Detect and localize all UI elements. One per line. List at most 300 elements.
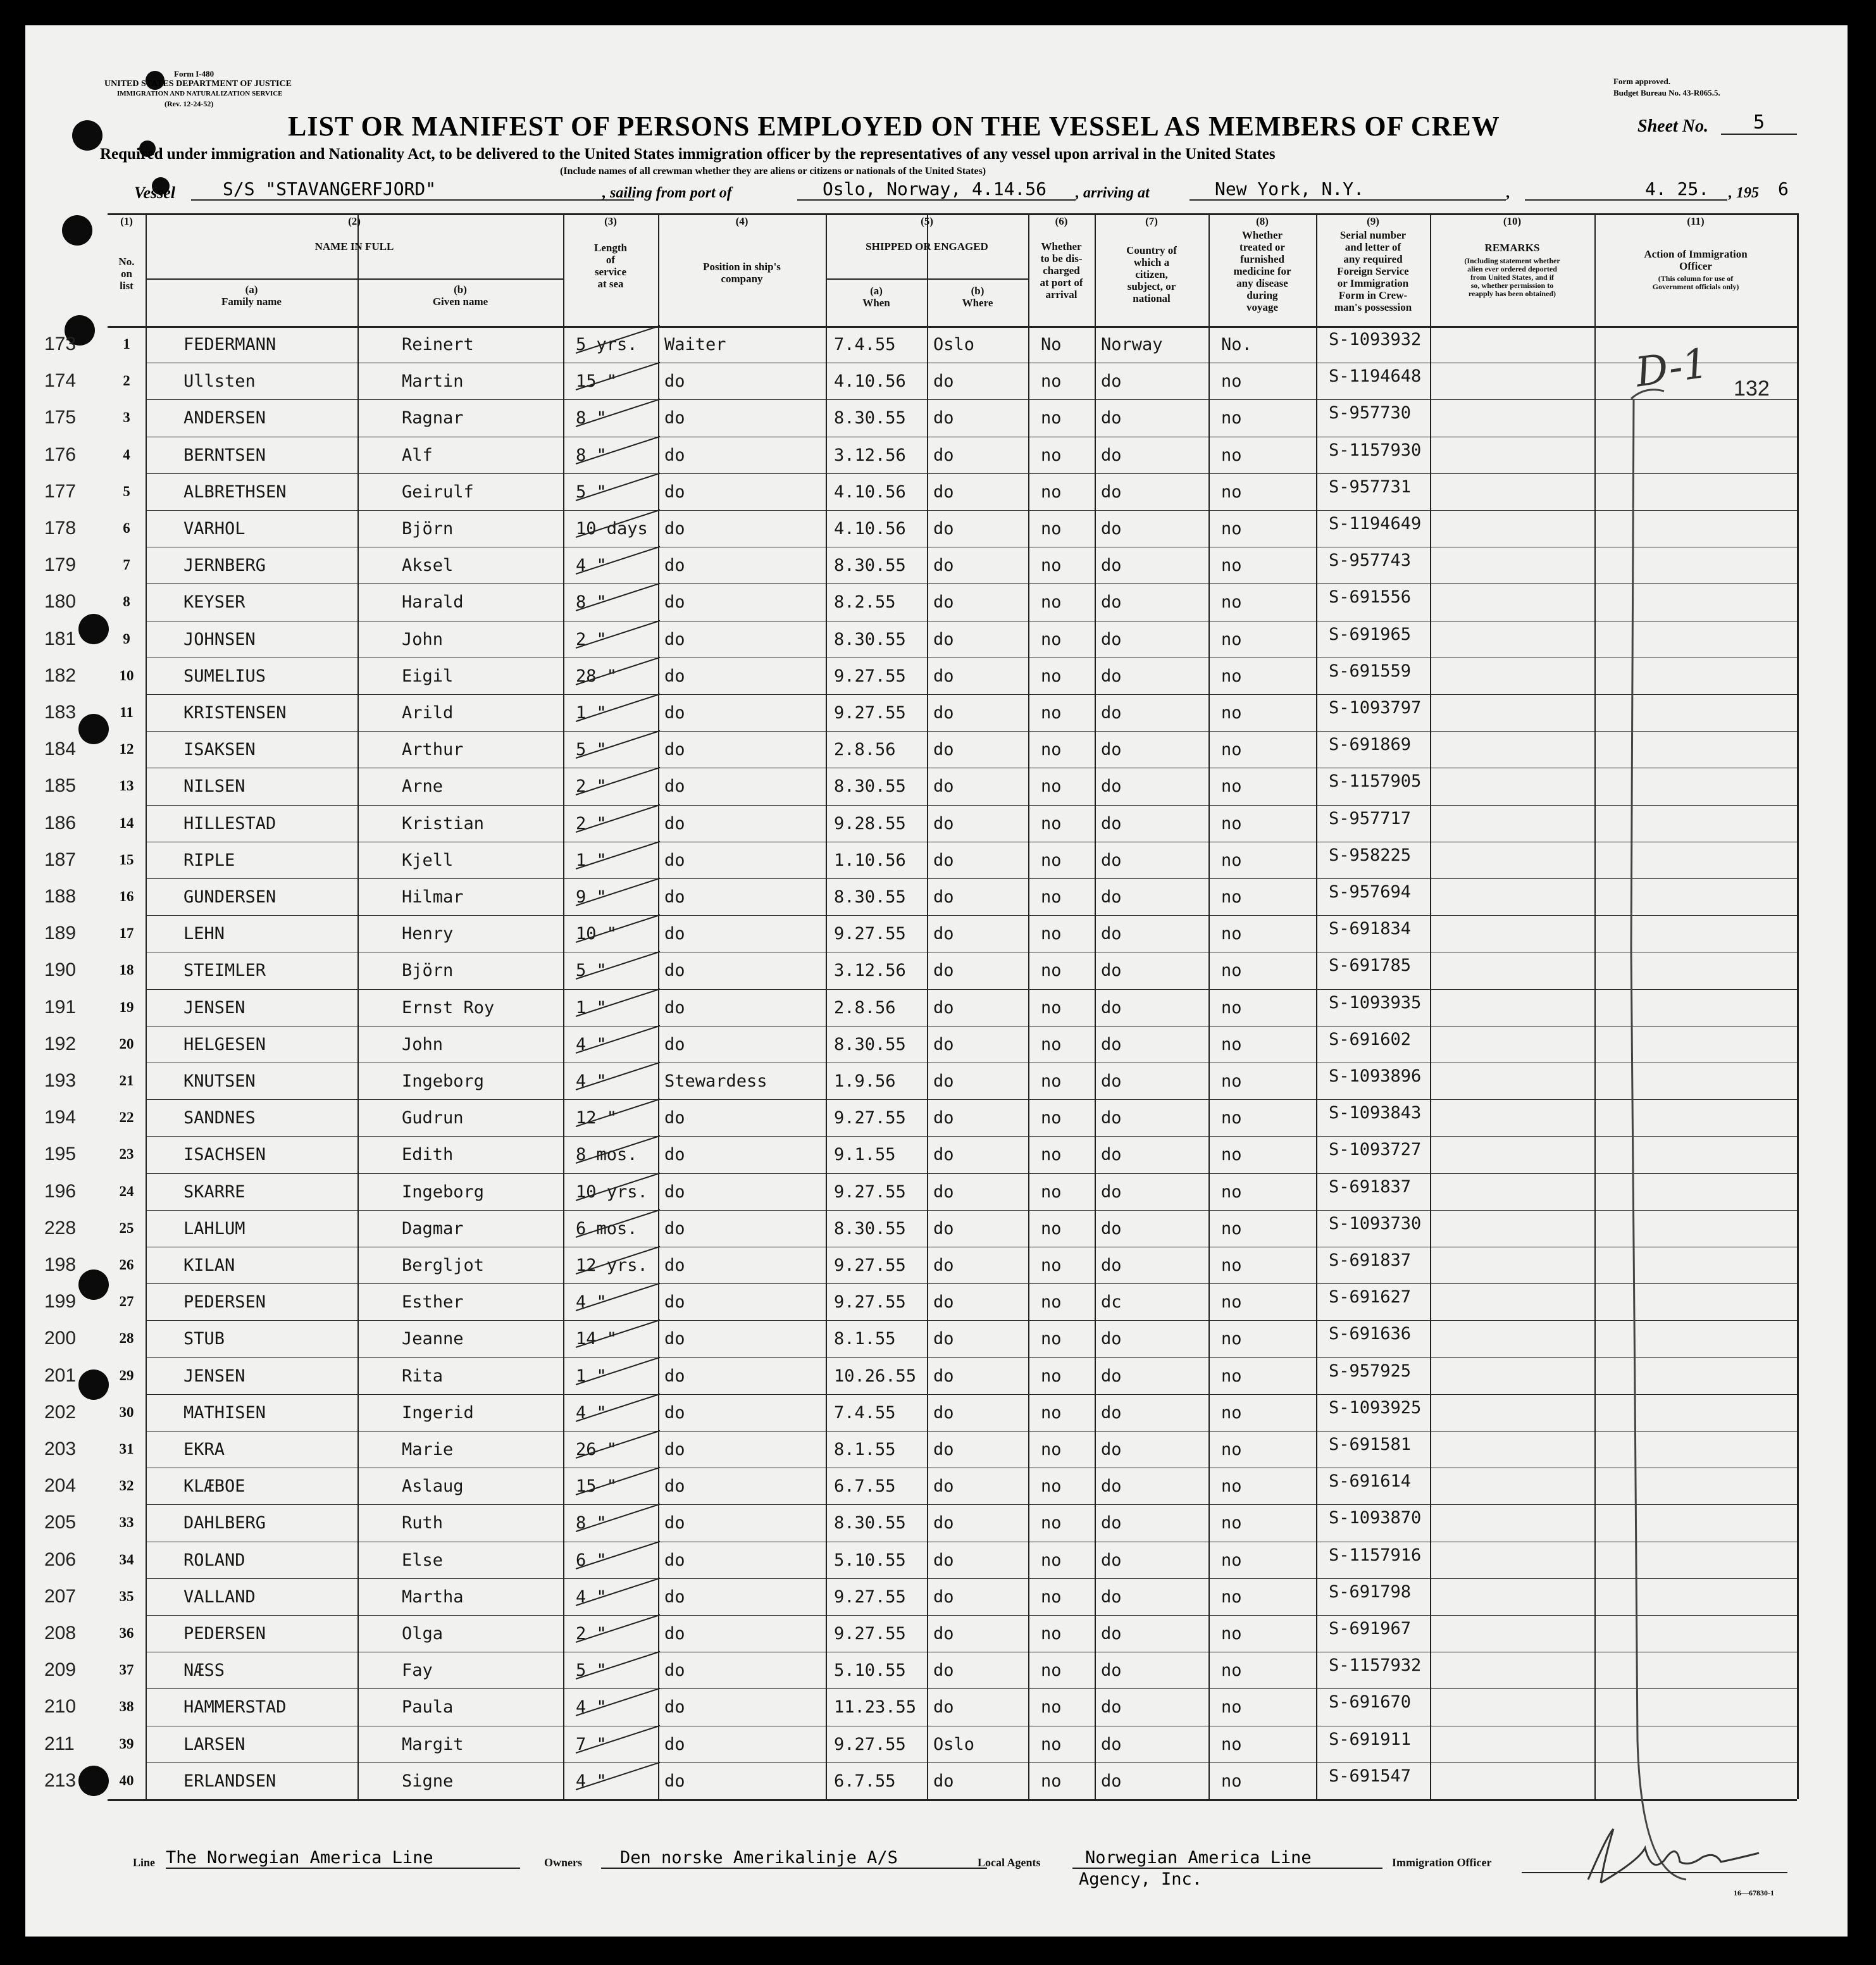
cell-serial: S-691556 bbox=[1329, 587, 1412, 608]
cell-where: do bbox=[933, 1771, 954, 1791]
cell-family: ALBRETHSEN bbox=[183, 482, 287, 502]
table-hline bbox=[146, 805, 1797, 806]
cell-serial: S-957925 bbox=[1329, 1361, 1412, 1381]
cell-medicine: no bbox=[1221, 1661, 1242, 1681]
row-number: 37 bbox=[119, 1662, 134, 1678]
cell-family: NILSEN bbox=[183, 777, 245, 797]
cell-position: do bbox=[664, 777, 685, 797]
cell-when: 8.30.55 bbox=[834, 1513, 906, 1533]
cell-position: Waiter bbox=[664, 335, 726, 354]
cell-medicine: no bbox=[1221, 1366, 1242, 1386]
row-number: 28 bbox=[119, 1330, 134, 1347]
header-col2-num: (2) bbox=[348, 215, 361, 227]
table-hline bbox=[146, 1357, 1797, 1358]
table-hline bbox=[146, 1578, 1797, 1579]
cell-discharged: no bbox=[1041, 666, 1062, 686]
cell-discharged: no bbox=[1041, 1108, 1062, 1128]
cell-where: do bbox=[933, 850, 954, 870]
cell-when: 6.7.55 bbox=[834, 1771, 896, 1791]
cell-family: JOHNSEN bbox=[183, 629, 256, 649]
left-margin-number: 211 bbox=[44, 1733, 75, 1754]
cell-medicine: no bbox=[1221, 1108, 1242, 1128]
cell-serial: S-691602 bbox=[1329, 1029, 1412, 1049]
table-hline bbox=[108, 1799, 1797, 1801]
cell-country: do bbox=[1101, 445, 1122, 465]
cell-country: do bbox=[1101, 1771, 1122, 1791]
left-margin-number: 200 bbox=[44, 1328, 77, 1349]
document-title: LIST OR MANIFEST OF PERSONS EMPLOYED ON THE VESSEL AS MEMBERS OF CREW bbox=[288, 111, 1500, 142]
cell-country: do bbox=[1101, 1734, 1122, 1754]
cell-serial: S-1093843 bbox=[1329, 1103, 1422, 1123]
cell-where: do bbox=[933, 666, 954, 686]
header-col8-label: Whether treated or furnished medicine for any disease during voyage bbox=[1233, 229, 1291, 313]
cell-discharged: no bbox=[1041, 1402, 1062, 1423]
cell-where: do bbox=[933, 445, 954, 465]
cell-where: do bbox=[933, 740, 954, 760]
cell-given: Kjell bbox=[402, 850, 454, 870]
cell-family: ROLAND bbox=[183, 1550, 245, 1570]
punch-hole bbox=[78, 714, 109, 744]
year-digit: 6 bbox=[1778, 178, 1789, 199]
left-margin-number: 205 bbox=[44, 1512, 77, 1533]
table-hline bbox=[146, 989, 1797, 990]
cell-medicine: no bbox=[1221, 519, 1242, 539]
cell-length: 8 " bbox=[576, 408, 607, 428]
cell-family: Ullsten bbox=[183, 371, 256, 392]
cell-position: do bbox=[664, 1145, 685, 1165]
cell-position: do bbox=[664, 408, 685, 428]
cell-medicine: no bbox=[1221, 445, 1242, 465]
cell-serial: S-691837 bbox=[1329, 1251, 1412, 1270]
cell-position: do bbox=[664, 1402, 685, 1423]
cell-country: do bbox=[1101, 961, 1122, 981]
header-col4-label: Position in ship's company bbox=[703, 261, 781, 285]
cell-family: BERNTSEN bbox=[183, 445, 266, 465]
cell-when: 8.1.55 bbox=[834, 1440, 896, 1459]
cell-where: do bbox=[933, 1108, 954, 1128]
cell-country: do bbox=[1101, 1256, 1122, 1275]
cell-position: do bbox=[664, 1513, 685, 1533]
cell-country: do bbox=[1101, 924, 1122, 944]
cell-serial: S-1093727 bbox=[1329, 1140, 1422, 1160]
cell-country: do bbox=[1101, 482, 1122, 502]
header-col5-num: (5) bbox=[921, 215, 933, 227]
cell-family: SKARRE bbox=[183, 1182, 245, 1202]
approval-note: Form approved. bbox=[1613, 77, 1671, 86]
cell-discharged: no bbox=[1041, 629, 1062, 649]
cell-given: Ingeborg bbox=[402, 1071, 485, 1091]
cell-where: do bbox=[933, 1476, 954, 1497]
cell-country: do bbox=[1101, 1661, 1122, 1681]
cell-given: Signe bbox=[402, 1771, 454, 1791]
cell-length: 2 " bbox=[576, 629, 607, 649]
cell-serial: S-1093925 bbox=[1329, 1397, 1422, 1418]
cell-position: do bbox=[664, 1624, 685, 1644]
cell-length: 4 " bbox=[576, 1587, 607, 1607]
cell-country: do bbox=[1101, 1145, 1122, 1165]
header-col10-label: REMARKS bbox=[1484, 242, 1540, 254]
cell-when: 8.30.55 bbox=[834, 887, 906, 907]
cell-where: do bbox=[933, 519, 954, 539]
cell-serial: S-691614 bbox=[1329, 1471, 1412, 1492]
cell-discharged: no bbox=[1041, 592, 1062, 613]
cell-given: Ruth bbox=[402, 1513, 444, 1533]
cell-when: 4.10.56 bbox=[834, 371, 906, 392]
cell-given: Aslaug bbox=[402, 1476, 464, 1497]
cell-medicine: no bbox=[1221, 1292, 1242, 1313]
header-col11-num: (11) bbox=[1687, 215, 1705, 227]
cell-country: do bbox=[1101, 997, 1122, 1018]
cell-where: do bbox=[933, 1329, 954, 1349]
cell-where: do bbox=[933, 371, 954, 392]
left-margin-number: 203 bbox=[44, 1438, 77, 1459]
cell-position: do bbox=[664, 629, 685, 649]
document-subtitle: Required under immigration and Nationality Act, to be delivered to the United States immigration officer by the representatives of any vessel upon arrival in the United States bbox=[100, 146, 1276, 163]
table-hline bbox=[146, 1320, 1797, 1321]
cell-country: do bbox=[1101, 556, 1122, 576]
cell-given: Gudrun bbox=[402, 1108, 464, 1128]
cell-medicine: no bbox=[1221, 1771, 1242, 1791]
cell-when: 9.28.55 bbox=[834, 813, 906, 833]
local-agents-label: Local Agents bbox=[978, 1856, 1041, 1869]
cell-where: do bbox=[933, 1550, 954, 1570]
cell-given: Geirulf bbox=[402, 482, 474, 502]
cell-discharged: no bbox=[1041, 1292, 1062, 1313]
row-number: 14 bbox=[119, 814, 134, 831]
cell-country: do bbox=[1101, 887, 1122, 907]
cell-given: Ragnar bbox=[402, 408, 464, 428]
cell-serial: S-957730 bbox=[1329, 403, 1412, 423]
cell-where: do bbox=[933, 1034, 954, 1054]
cell-medicine: no bbox=[1221, 1145, 1242, 1165]
left-margin-number: 190 bbox=[44, 959, 77, 981]
cell-position: do bbox=[664, 1734, 685, 1754]
cell-serial: S-1157916 bbox=[1329, 1545, 1422, 1565]
cell-family: HELGESEN bbox=[183, 1034, 266, 1054]
row-number: 12 bbox=[119, 741, 134, 758]
cell-given: Arthur bbox=[402, 740, 464, 760]
cell-length: 5 yrs. bbox=[576, 335, 638, 354]
left-margin-number: 180 bbox=[44, 591, 77, 613]
cell-family: ANDERSEN bbox=[183, 408, 266, 428]
cell-family: ERLANDSEN bbox=[183, 1771, 276, 1791]
row-number: 1 bbox=[123, 336, 130, 352]
cell-country: do bbox=[1101, 1587, 1122, 1607]
header-col2a: (a) Family name bbox=[221, 284, 282, 308]
cell-country: Norway bbox=[1101, 335, 1163, 354]
cell-country: do bbox=[1101, 1329, 1122, 1349]
cell-length: 4 " bbox=[576, 1034, 607, 1054]
table-hline bbox=[146, 1099, 1797, 1100]
cell-medicine: no bbox=[1221, 1402, 1242, 1423]
header-col11-label: Action of Immigration Officer bbox=[1644, 248, 1748, 272]
cell-when: 9.27.55 bbox=[834, 666, 906, 686]
cell-where: do bbox=[933, 997, 954, 1018]
cell-serial: S-691967 bbox=[1329, 1619, 1412, 1638]
cell-discharged: no bbox=[1041, 408, 1062, 428]
cell-where: do bbox=[933, 1513, 954, 1533]
cell-medicine: no bbox=[1221, 997, 1242, 1018]
cell-discharged: no bbox=[1041, 519, 1062, 539]
print-code: 16—67830-1 bbox=[1734, 1888, 1774, 1897]
left-margin-number: 173 bbox=[44, 334, 77, 354]
cell-length: 2 " bbox=[576, 813, 607, 833]
row-number: 4 bbox=[123, 446, 130, 463]
cell-discharged: no bbox=[1041, 1661, 1062, 1681]
cell-discharged: no bbox=[1041, 1329, 1062, 1349]
cell-position: do bbox=[664, 703, 685, 723]
cell-when: 9.27.55 bbox=[834, 924, 906, 944]
cell-medicine: no bbox=[1221, 1476, 1242, 1497]
cell-given: Fay bbox=[402, 1661, 433, 1681]
cell-given: Esther bbox=[402, 1292, 464, 1313]
cell-serial: S-691911 bbox=[1329, 1729, 1412, 1749]
cell-given: Björn bbox=[402, 519, 454, 539]
cell-medicine: no bbox=[1221, 1256, 1242, 1275]
left-margin-number: 213 bbox=[44, 1769, 77, 1791]
cell-given: Edith bbox=[402, 1145, 454, 1165]
row-number: 40 bbox=[119, 1772, 134, 1788]
arriving-at: New York, N.Y. bbox=[1190, 178, 1506, 201]
cell-length: 10 " bbox=[576, 924, 618, 944]
cell-position: do bbox=[664, 1771, 685, 1791]
cell-where: do bbox=[933, 961, 954, 981]
cell-given: Eigil bbox=[402, 666, 454, 686]
table-hline bbox=[146, 1283, 1797, 1284]
table-hline bbox=[146, 1615, 1797, 1616]
cell-given: Alf bbox=[402, 445, 433, 465]
cell-family: GUNDERSEN bbox=[183, 887, 276, 907]
cell-length: 4 " bbox=[576, 1071, 607, 1091]
punch-hole bbox=[78, 614, 109, 644]
cell-length: 4 " bbox=[576, 1771, 607, 1791]
cell-discharged: no bbox=[1041, 1366, 1062, 1386]
cell-family: STEIMLER bbox=[183, 961, 266, 981]
cell-family: SANDNES bbox=[183, 1108, 256, 1128]
cell-length: 12 yrs. bbox=[576, 1256, 648, 1275]
left-margin-number: 189 bbox=[44, 923, 77, 944]
table-vline bbox=[1095, 213, 1096, 1799]
cell-position: do bbox=[664, 997, 685, 1018]
cell-position: do bbox=[664, 740, 685, 760]
cell-country: do bbox=[1101, 1071, 1122, 1091]
owners-value: Den norske Amerikalinje A/S bbox=[601, 1848, 987, 1869]
cell-serial: S-957731 bbox=[1329, 477, 1412, 497]
table-hline bbox=[146, 731, 1797, 732]
cell-serial: S-691547 bbox=[1329, 1766, 1412, 1786]
cell-length: 4 " bbox=[576, 1697, 607, 1718]
form-number: Form I-480 bbox=[174, 69, 214, 78]
cell-family: NÆSS bbox=[183, 1661, 225, 1681]
cell-serial: S-957717 bbox=[1329, 808, 1412, 828]
cell-family: DAHLBERG bbox=[183, 1513, 266, 1533]
cell-position: do bbox=[664, 556, 685, 576]
row-number: 13 bbox=[119, 778, 134, 794]
cell-serial: S-691837 bbox=[1329, 1176, 1412, 1197]
cell-where: do bbox=[933, 629, 954, 649]
cell-when: 9.27.55 bbox=[834, 1734, 906, 1754]
cell-medicine: no bbox=[1221, 629, 1242, 649]
cell-length: 8 mos. bbox=[576, 1145, 638, 1165]
header-col5-label: SHIPPED OR ENGAGED bbox=[866, 240, 988, 253]
cell-length: 15 " bbox=[576, 371, 618, 392]
table-hline bbox=[146, 1504, 1797, 1505]
left-margin-number: 176 bbox=[44, 444, 77, 465]
cell-serial: S-691670 bbox=[1329, 1692, 1412, 1712]
cell-medicine: no bbox=[1221, 1587, 1242, 1607]
table-hline bbox=[146, 1210, 1797, 1211]
cell-where: do bbox=[933, 813, 954, 833]
cell-family: JENSEN bbox=[183, 997, 245, 1018]
revision-date: (Rev. 12-24-52) bbox=[165, 99, 214, 108]
cell-family: STUB bbox=[183, 1329, 225, 1349]
cell-country: do bbox=[1101, 1218, 1122, 1238]
sheet-number: 5 bbox=[1721, 111, 1797, 135]
cell-when: 9.27.55 bbox=[834, 1292, 906, 1313]
cell-medicine: no bbox=[1221, 556, 1242, 576]
cell-where: do bbox=[933, 1366, 954, 1386]
cell-discharged: no bbox=[1041, 1182, 1062, 1202]
cell-length: 4 " bbox=[576, 1402, 607, 1423]
row-number: 6 bbox=[123, 520, 130, 536]
table-hline bbox=[146, 399, 1797, 400]
table-hline bbox=[146, 583, 1797, 584]
row-number: 26 bbox=[119, 1257, 134, 1273]
cell-family: JERNBERG bbox=[183, 556, 266, 576]
cell-position: do bbox=[664, 1292, 685, 1313]
table-hline bbox=[146, 694, 1797, 695]
cell-position: do bbox=[664, 1697, 685, 1718]
cell-serial: S-1157905 bbox=[1329, 771, 1422, 792]
cell-discharged: no bbox=[1041, 850, 1062, 870]
cell-family: VARHOL bbox=[183, 519, 245, 539]
cell-where: do bbox=[933, 1256, 954, 1275]
cell-when: 9.27.55 bbox=[834, 1182, 906, 1202]
left-margin-number: 182 bbox=[44, 664, 77, 686]
left-margin-number: 184 bbox=[44, 739, 77, 760]
cell-serial: S-1194648 bbox=[1329, 366, 1422, 387]
cell-country: do bbox=[1101, 519, 1122, 539]
cell-where: do bbox=[933, 1218, 954, 1238]
row-number: 38 bbox=[119, 1699, 134, 1715]
row-number: 22 bbox=[119, 1109, 134, 1126]
cell-length: 7 " bbox=[576, 1734, 607, 1754]
cell-serial: S-1093896 bbox=[1329, 1066, 1422, 1086]
cell-given: Marie bbox=[402, 1440, 454, 1459]
cell-when: 9.1.55 bbox=[834, 1145, 896, 1165]
cell-where: Oslo bbox=[933, 1734, 975, 1754]
cell-given: Reinert bbox=[402, 335, 474, 354]
cell-discharged: no bbox=[1041, 1771, 1062, 1791]
cell-length: 1 " bbox=[576, 1366, 607, 1386]
cell-given: Olga bbox=[402, 1624, 444, 1644]
cell-serial: S-1194649 bbox=[1329, 514, 1422, 533]
officer-bracket-line bbox=[1626, 380, 1702, 1886]
cell-when: 5.10.55 bbox=[834, 1661, 906, 1681]
cell-discharged: no bbox=[1041, 556, 1062, 576]
cell-serial: S-1093797 bbox=[1329, 698, 1422, 718]
cell-position: Stewardess bbox=[664, 1071, 767, 1091]
cell-when: 1.10.56 bbox=[834, 850, 906, 870]
cell-discharged: no bbox=[1041, 482, 1062, 502]
cell-given: Henry bbox=[402, 924, 454, 944]
punch-hole bbox=[78, 1766, 109, 1796]
line-value: The Norwegian America Line bbox=[166, 1848, 520, 1869]
cell-family: HILLESTAD bbox=[183, 813, 276, 833]
cell-family: LAHLUM bbox=[183, 1218, 245, 1238]
cell-length: 4 " bbox=[576, 556, 607, 576]
table-vline bbox=[1430, 213, 1431, 1799]
cell-when: 9.27.55 bbox=[834, 703, 906, 723]
cell-where: do bbox=[933, 408, 954, 428]
cell-country: do bbox=[1101, 1182, 1122, 1202]
table-vline bbox=[927, 278, 928, 1799]
cell-where: do bbox=[933, 1182, 954, 1202]
cell-position: do bbox=[664, 961, 685, 981]
local-agents-value: Norwegian America Line bbox=[1072, 1848, 1382, 1869]
header-col2-label: NAME IN FULL bbox=[314, 240, 394, 253]
cell-where: do bbox=[933, 1624, 954, 1644]
cell-position: do bbox=[664, 519, 685, 539]
cell-where: do bbox=[933, 924, 954, 944]
cell-country: dc bbox=[1101, 1292, 1122, 1313]
cell-where: do bbox=[933, 1440, 954, 1459]
table-vline bbox=[1028, 213, 1029, 1799]
header-col2b: (b) Given name bbox=[432, 284, 488, 308]
cell-discharged: No bbox=[1041, 335, 1062, 354]
cell-where: do bbox=[933, 1292, 954, 1313]
cell-medicine: no bbox=[1221, 850, 1242, 870]
cell-serial: S-1093870 bbox=[1329, 1508, 1422, 1528]
row-number: 27 bbox=[119, 1294, 134, 1310]
cell-country: do bbox=[1101, 1697, 1122, 1718]
cell-length: 5 " bbox=[576, 482, 607, 502]
cell-when: 9.27.55 bbox=[834, 1587, 906, 1607]
table-vline bbox=[146, 213, 147, 1799]
cell-length: 1 " bbox=[576, 997, 607, 1018]
cell-given: Hilmar bbox=[402, 887, 464, 907]
cell-when: 8.30.55 bbox=[834, 777, 906, 797]
left-margin-number: 181 bbox=[44, 628, 77, 649]
cell-where: do bbox=[933, 556, 954, 576]
row-number: 19 bbox=[119, 999, 134, 1015]
cell-medicine: no bbox=[1221, 740, 1242, 760]
vessel-label: Vessel bbox=[134, 184, 175, 202]
cell-discharged: no bbox=[1041, 371, 1062, 392]
cell-serial: S-1093935 bbox=[1329, 992, 1422, 1013]
cell-discharged: no bbox=[1041, 1550, 1062, 1570]
cell-medicine: no bbox=[1221, 1071, 1242, 1091]
left-margin-number: 207 bbox=[44, 1585, 77, 1607]
cell-position: do bbox=[664, 482, 685, 502]
cell-country: do bbox=[1101, 777, 1122, 797]
cell-length: 26 " bbox=[576, 1440, 618, 1459]
header-col4-num: (4) bbox=[735, 215, 749, 227]
local-agents-value-cont: Agency, Inc. bbox=[1079, 1869, 1203, 1889]
budget-bureau-number: Budget Bureau No. 43-R065.5. bbox=[1613, 88, 1720, 97]
header-col3-num: (3) bbox=[604, 215, 617, 227]
row-number: 3 bbox=[123, 409, 130, 426]
left-margin-number: 188 bbox=[44, 886, 77, 907]
cell-where: do bbox=[933, 703, 954, 723]
cell-where: do bbox=[933, 1145, 954, 1165]
cell-country: do bbox=[1101, 1402, 1122, 1423]
cell-medicine: no bbox=[1221, 887, 1242, 907]
table-hline bbox=[146, 510, 1797, 511]
line-label: Line bbox=[133, 1856, 156, 1869]
table-vline bbox=[357, 278, 359, 1799]
left-margin-number: 198 bbox=[44, 1254, 77, 1275]
